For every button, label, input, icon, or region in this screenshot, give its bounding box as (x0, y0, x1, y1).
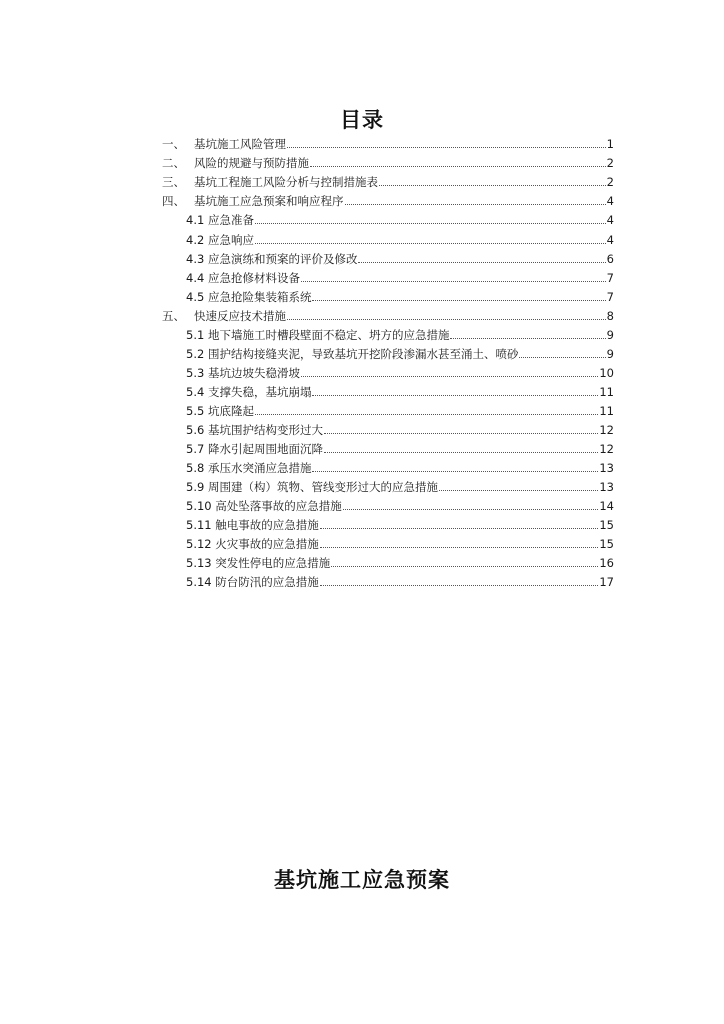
toc-entry-text: 5.9 周围建（构）筑物、管线变形过大的应急措施 (186, 480, 438, 494)
toc-entry[interactable] (186, 536, 614, 552)
toc-entry[interactable] (186, 517, 614, 533)
toc-leader-dots (320, 528, 599, 529)
toc-entry-number: 四、 (162, 194, 185, 208)
toc-entry-page: 4 (606, 233, 614, 247)
toc-title: 目录 (340, 108, 384, 132)
toc-entry-page: 4 (606, 213, 614, 227)
toc-leader-dots (320, 585, 599, 586)
toc-leader-dots (312, 471, 598, 472)
toc-entry[interactable] (186, 365, 614, 381)
toc-entry[interactable] (186, 574, 614, 590)
toc-leader-dots (358, 262, 605, 263)
toc-entry[interactable] (186, 232, 614, 248)
toc-entry-page: 14 (599, 499, 614, 513)
toc-leader-dots (301, 376, 598, 377)
toc-entry-number: 五、 (162, 309, 185, 323)
toc-entry-page: 12 (599, 442, 614, 456)
toc-entry-page: 10 (599, 366, 614, 380)
toc-leader-dots (345, 204, 606, 205)
toc-leader-dots (255, 243, 606, 244)
toc-entry-text: 5.1 地下墙施工时槽段壁面不稳定、坍方的应急措施 (186, 328, 450, 342)
toc-entry-page: 9 (606, 328, 614, 342)
toc-entry-page: 6 (606, 252, 614, 266)
toc-entry[interactable] (186, 422, 614, 438)
toc-entry[interactable] (162, 174, 614, 190)
toc-entry-text: 5.14 防台防汛的应急措施 (186, 575, 319, 589)
toc-leader-dots (301, 281, 606, 282)
toc-leader-dots (287, 147, 606, 148)
toc-entry-page: 9 (606, 347, 614, 361)
toc-entry-text: 5.13 突发性停电的应急措施 (186, 556, 331, 570)
toc-entry-text: 5.2 围护结构接缝夹泥，导致基坑开挖阶段渗漏水甚至涌土、喷砂 (186, 347, 519, 361)
toc-leader-dots (324, 452, 598, 453)
toc-entry-page: 7 (606, 271, 614, 285)
toc-entry-text: 5.5 坑底隆起 (186, 404, 254, 418)
toc-entry-text: 快速反应技术措施 (194, 309, 286, 323)
toc-entry-text: 基坑施工风险管理 (194, 137, 286, 151)
toc-entry[interactable] (186, 346, 614, 362)
toc-entry[interactable] (186, 384, 614, 400)
toc-entry[interactable] (186, 460, 614, 476)
toc-entry-page: 7 (606, 290, 614, 304)
toc-entry-text: 4.5 应急抢险集装箱系统 (186, 290, 312, 304)
toc-entry-page: 13 (599, 480, 614, 494)
toc-leader-dots (519, 357, 605, 358)
toc-entry[interactable] (162, 136, 614, 152)
document-title: 基坑施工应急预案 (274, 868, 450, 892)
toc-entry-text: 基坑工程施工风险分析与控制措施表 (194, 175, 378, 189)
toc-entry-page: 2 (606, 156, 614, 170)
toc-entry-text: 5.7 降水引起周围地面沉降 (186, 442, 323, 456)
toc-entry[interactable] (186, 555, 614, 571)
toc-entry-number: 二、 (162, 156, 185, 170)
toc-entry-page: 17 (599, 575, 614, 589)
toc-entry[interactable] (186, 270, 614, 286)
toc-entry-number: 三、 (162, 175, 185, 189)
toc-entry-text: 4.4 应急抢修材料设备 (186, 271, 300, 285)
toc-entry-text: 4.2 应急响应 (186, 233, 254, 247)
toc-entry-page: 15 (599, 537, 614, 551)
toc-entry-number: 一、 (162, 137, 185, 151)
toc-entry-page: 8 (606, 309, 614, 323)
toc-entry[interactable] (186, 251, 614, 267)
toc-leader-dots (331, 566, 598, 567)
toc-entry-text: 5.3 基坑边坡失稳滑坡 (186, 366, 300, 380)
toc-entry-text: 5.10 高处坠落事故的应急措施 (186, 499, 342, 513)
toc-leader-dots (255, 414, 598, 415)
toc-entry-page: 15 (599, 518, 614, 532)
toc-entry-page: 13 (599, 461, 614, 475)
toc-entry-page: 16 (599, 556, 614, 570)
toc-leader-dots (312, 300, 605, 301)
toc-entry-text: 5.8 承压水突涌应急措施 (186, 461, 312, 475)
toc-entry[interactable] (186, 327, 614, 343)
toc-entry-text: 基坑施工应急预案和响应程序 (194, 194, 344, 208)
toc-entry-text: 5.12 火灾事故的应急措施 (186, 537, 319, 551)
toc-entry-page: 4 (606, 194, 614, 208)
toc-leader-dots (287, 319, 606, 320)
toc-entry[interactable] (186, 441, 614, 457)
toc-leader-dots (324, 433, 598, 434)
toc-entry-text: 4.1 应急准备 (186, 213, 254, 227)
toc-entry-text: 5.11 触电事故的应急措施 (186, 518, 319, 532)
toc-entry[interactable] (162, 308, 614, 324)
toc-entry[interactable] (186, 289, 614, 305)
toc-entry-page: 12 (599, 423, 614, 437)
toc-leader-dots (310, 166, 606, 167)
toc-entry-page: 11 (599, 404, 614, 418)
toc-entry-page: 2 (606, 175, 614, 189)
toc-leader-dots (255, 223, 606, 224)
toc-leader-dots (343, 509, 599, 510)
toc-entry[interactable] (186, 403, 614, 419)
toc-entry[interactable] (162, 193, 614, 209)
toc-leader-dots (439, 490, 598, 491)
toc-entry-text: 4.3 应急演练和预案的评价及修改 (186, 252, 358, 266)
toc-leader-dots (450, 338, 605, 339)
toc-leader-dots (320, 547, 599, 548)
toc-entry-page: 1 (606, 137, 614, 151)
toc-leader-dots (312, 395, 598, 396)
toc-entry[interactable] (162, 155, 614, 171)
toc-entry[interactable] (186, 212, 614, 228)
toc-entry[interactable] (186, 498, 614, 514)
toc-entry-text: 5.6 基坑围护结构变形过大 (186, 423, 323, 437)
toc-entry[interactable] (186, 479, 614, 495)
toc-entry-text: 5.4 支撑失稳，基坑崩塌 (186, 385, 312, 399)
toc-entry-text: 风险的规避与预防措施 (194, 156, 309, 170)
toc-entry-page: 11 (599, 385, 614, 399)
toc-leader-dots (379, 185, 606, 186)
